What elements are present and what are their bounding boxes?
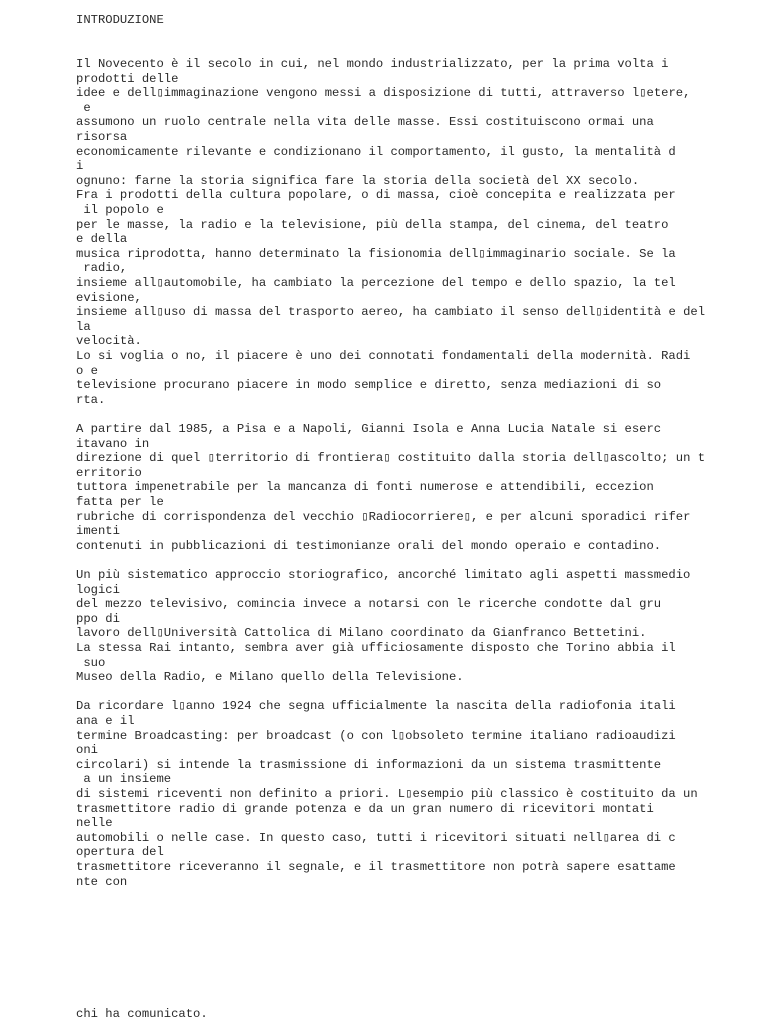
text-line: A partire dal 1985, a Pisa e a Napoli, Gianni Isola e Anna Lucia Natale si eserc bbox=[76, 422, 662, 436]
text-line: erritorio bbox=[76, 465, 142, 480]
text-line: e della bbox=[76, 232, 128, 247]
text-line: rta. bbox=[76, 392, 106, 407]
text-line: Museo della Radio, e Milano quello della Televisione. bbox=[76, 670, 464, 685]
text-line: idee e dell▯immaginazione vengono messi a disposizione di tutti, attraverso l▯etere, bbox=[76, 86, 691, 101]
text-line: La stessa Rai intanto, sembra aver già ufficiosamente disposto che Torino abbia il bbox=[76, 641, 676, 655]
text-line: termine Broadcasting: per broadcast (o con l▯obsoleto termine italiano radioaudizi bbox=[76, 728, 676, 743]
text-line: velocità. bbox=[76, 334, 142, 349]
text-line: televisione procurano piacere in modo semplice e diretto, senza mediazioni di so bbox=[76, 378, 662, 393]
text-line: ognuno: farne la storia significa fare la storia della società del XX secolo. bbox=[76, 173, 640, 188]
text-line: ana e il bbox=[76, 714, 135, 728]
text-line: lavoro dell▯Università Cattolica di Milano coordinato da Gianfranco Bettetini. bbox=[76, 626, 647, 641]
text-line: ppo di bbox=[76, 611, 120, 626]
text-line: nte con bbox=[76, 874, 128, 889]
text-line: radio, bbox=[76, 261, 128, 276]
text-line: nelle bbox=[76, 816, 113, 831]
text-line: suo bbox=[76, 655, 106, 670]
text-line: i bbox=[76, 159, 84, 174]
text-line: tuttora impenetrabile per la mancanza di fonti numerose e attendibili, eccezion bbox=[76, 480, 654, 495]
text-line: e bbox=[76, 100, 91, 115]
text-line: Fra i prodotti della cultura popolare, o di massa, cioè concepita e realizzata per bbox=[76, 188, 676, 203]
text-line: del mezzo televisivo, comincia invece a notarsi con le ricerche condotte dal gru bbox=[76, 597, 662, 612]
text-line: contenuti in pubblicazioni di testimonianze orali del mondo operaio e contadino. bbox=[76, 538, 662, 553]
text-line: imenti bbox=[76, 524, 120, 539]
text-line: risorsa bbox=[76, 130, 128, 144]
text-line: insieme all▯uso di massa del trasporto aereo, ha cambiato il senso dell▯identità e del bbox=[76, 305, 706, 320]
text-line: prodotti delle bbox=[76, 71, 179, 86]
text-line: assumono un ruolo centrale nella vita delle masse. Essi costituiscono ormai una bbox=[76, 115, 654, 130]
text-line: direzione di quel ▯territorio di frontiera▯ costituito dalla storia dell▯ascolto; un t bbox=[76, 451, 706, 466]
text-line: evisione, bbox=[76, 290, 142, 305]
text-line: rubriche di corrispondenza del vecchio ▯Radiocorriere▯, e per alcuni sporadici rifer bbox=[76, 509, 691, 524]
text-line: logici bbox=[76, 582, 120, 597]
text-line: Lo si voglia o no, il piacere è uno dei connotati fondamentali della modernità. Radi bbox=[76, 349, 691, 363]
text-line: per le masse, la radio e la televisione, più della stampa, del cinema, del teatro bbox=[76, 217, 669, 232]
text-line: Un più sistematico approccio storiografico, ancorché limitato agli aspetti massmedio bbox=[76, 568, 691, 582]
document-heading: INTRODUZIONE bbox=[76, 13, 164, 27]
text-line: il popolo e bbox=[76, 203, 164, 217]
text-line: di sistemi riceventi non definito a priori. L▯esempio più classico è costituito da un bbox=[76, 787, 698, 801]
text-line: la bbox=[76, 319, 91, 334]
text-line: circolari) si intende la trasmissione di informazioni da un sistema trasmittente bbox=[76, 757, 662, 772]
text-line: Da ricordare l▯anno 1924 che segna ufficialmente la nascita della radiofonia itali bbox=[76, 699, 676, 714]
text-line: opertura del bbox=[76, 845, 164, 860]
text-line: insieme all▯automobile, ha cambiato la percezione del tempo e dello spazio, la tel bbox=[76, 276, 676, 290]
text-line: itavano in bbox=[76, 436, 150, 451]
text-line: automobili o nelle case. In questo caso, tutti i ricevitori situati nell▯area di c bbox=[76, 830, 676, 845]
text-line: musica riprodotta, hanno determinato la fisionomia dell▯immaginario sociale. Se la bbox=[76, 246, 676, 261]
text-line: oni bbox=[76, 743, 98, 758]
text-line: o e bbox=[76, 363, 98, 378]
text-line: trasmettitore radio di grande potenza e da un gran numero di ricevitori montati bbox=[76, 801, 654, 816]
text-line: trasmettitore riceveranno il segnale, e il trasmettitore non potrà sapere esattame bbox=[76, 860, 676, 874]
document-final-line: chi ha comunicato. bbox=[76, 1007, 208, 1021]
text-line: fatta per le bbox=[76, 495, 164, 509]
text-line: economicamente rilevante e condizionano il comportamento, il gusto, la mentalità d bbox=[76, 144, 676, 159]
text-line: Il Novecento è il secolo in cui, nel mondo industrializzato, per la prima volta i bbox=[76, 57, 669, 71]
text-line: a un insieme bbox=[76, 772, 172, 787]
